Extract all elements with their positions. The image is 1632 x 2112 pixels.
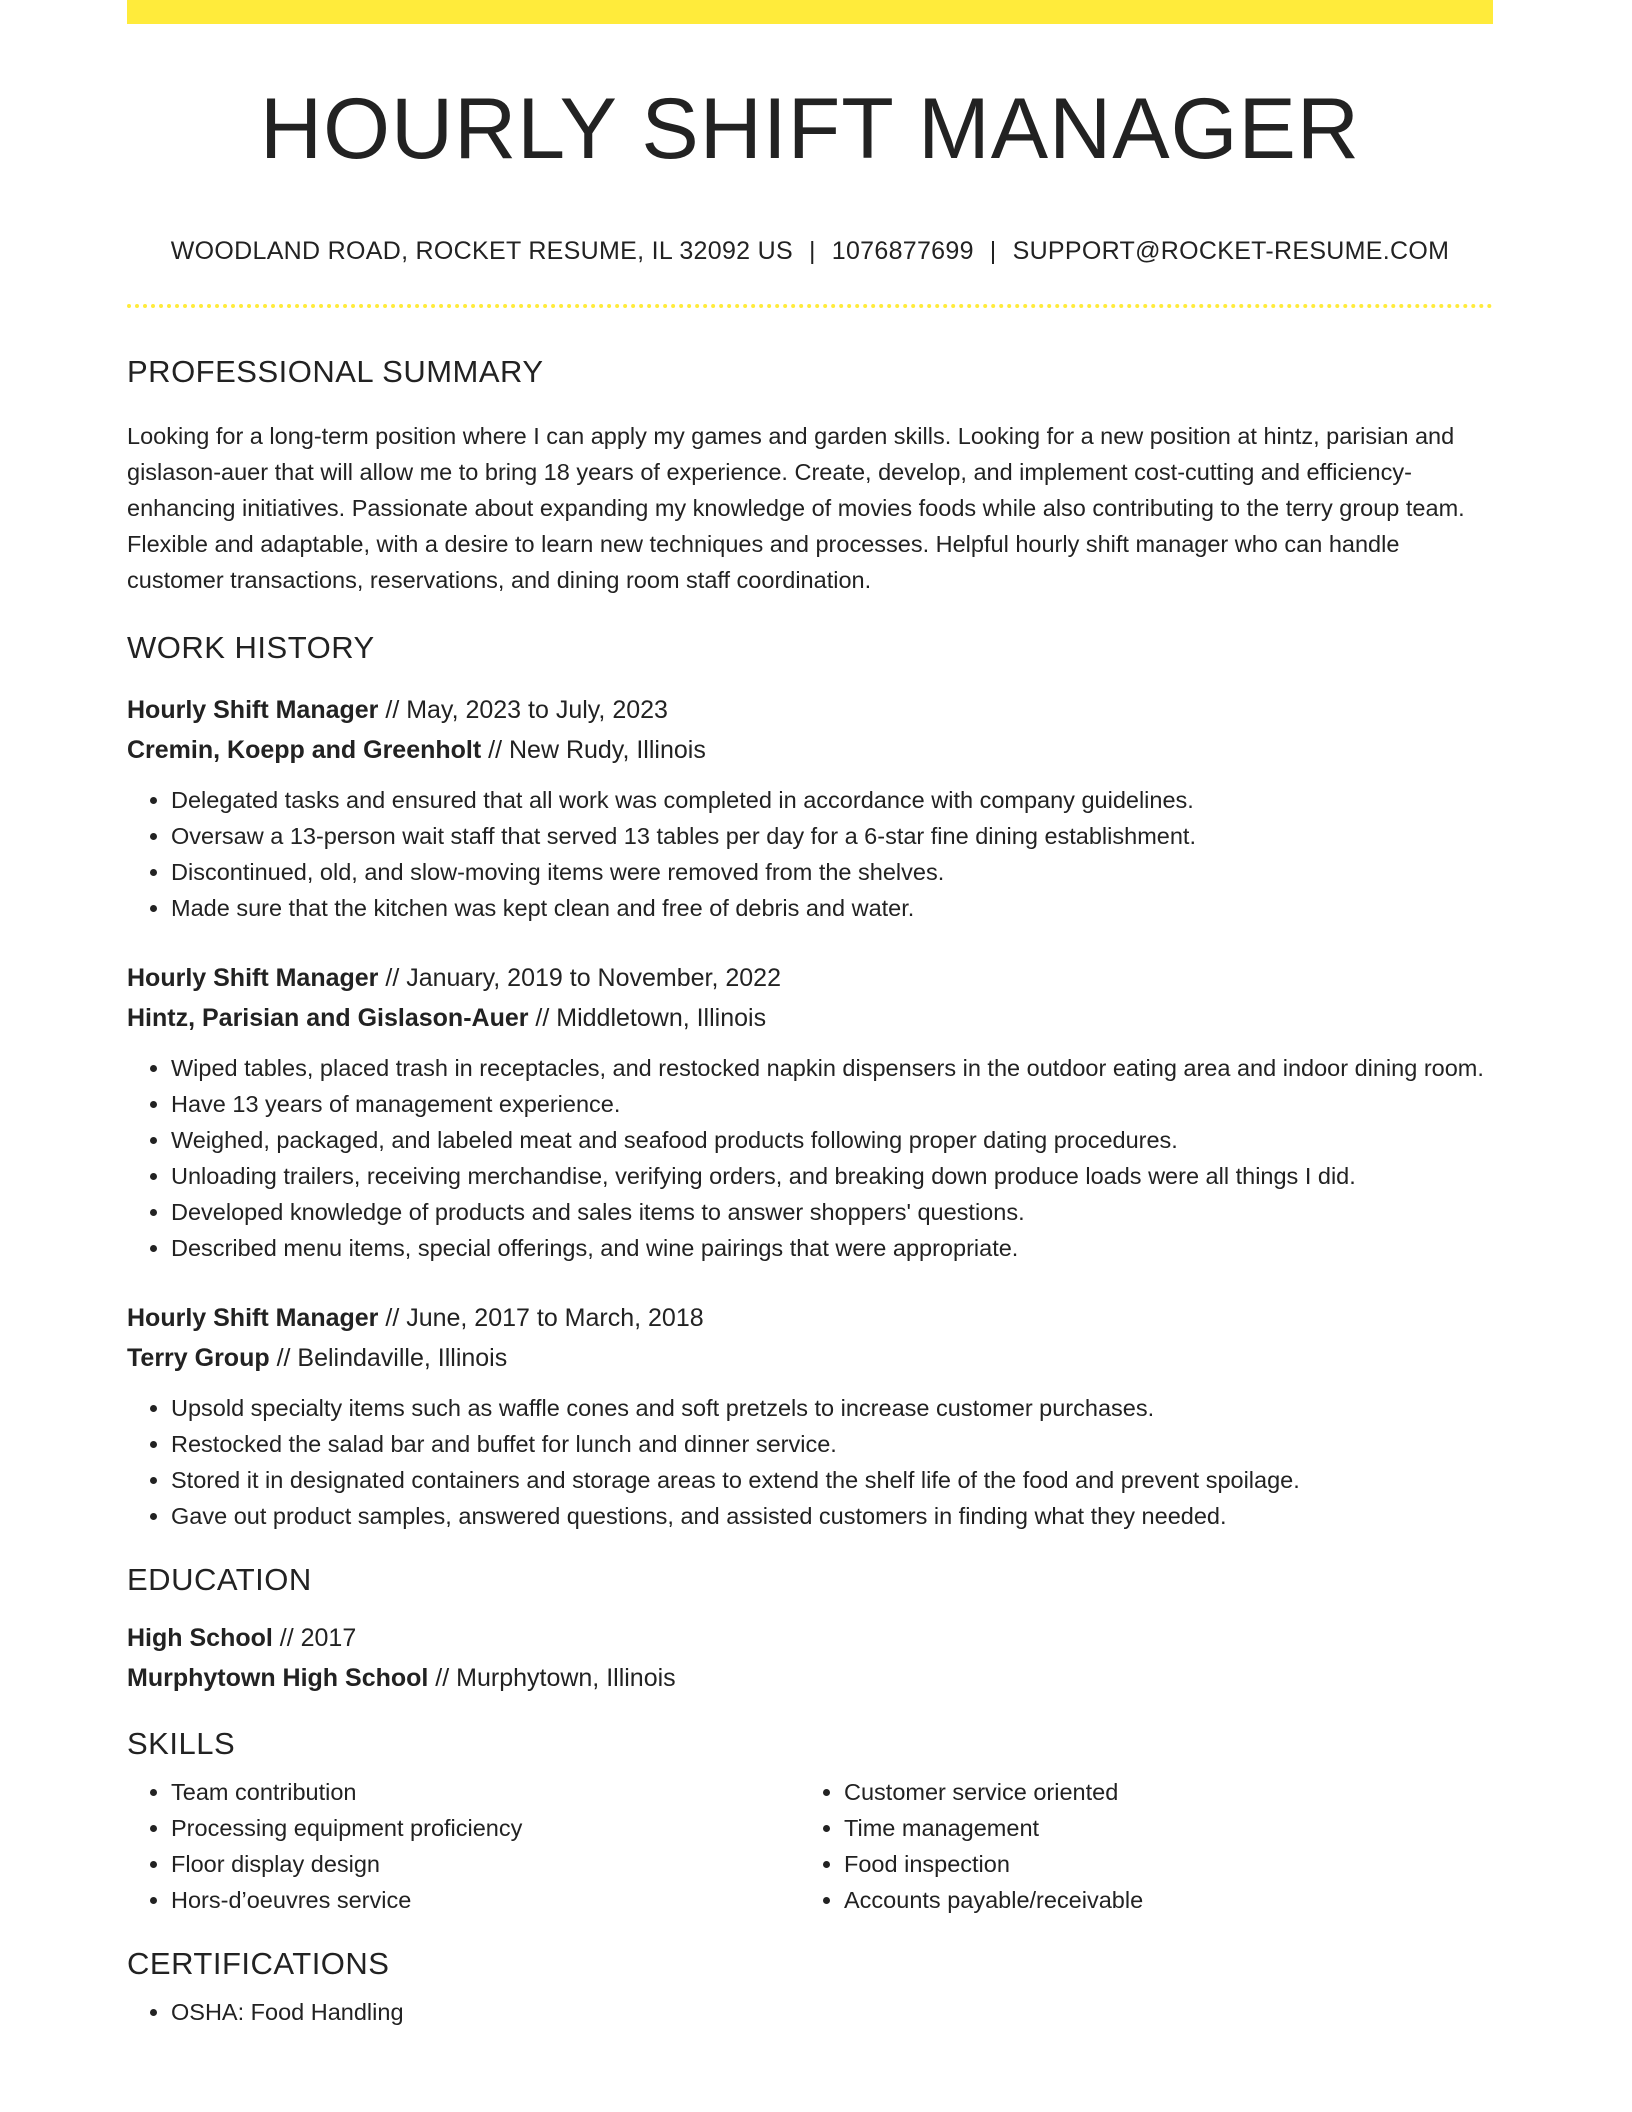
skills-list-right xyxy=(800,1774,1473,1918)
accent-bar xyxy=(127,0,1493,24)
job-role-line xyxy=(127,690,1493,730)
skills-list-left xyxy=(127,1774,800,1918)
job-location: // New Rudy, Illinois xyxy=(481,735,706,764)
certification-item: • OSHA: Food Handling xyxy=(171,1994,1493,2030)
skill-item: • Floor display design xyxy=(171,1846,800,1882)
contact-email[interactable]: SUPPORT@ROCKET-RESUME.COM xyxy=(1012,236,1450,265)
skill-item: • Time management xyxy=(844,1810,1473,1846)
education-entry xyxy=(127,1618,1493,1698)
job-entry xyxy=(127,958,1493,1266)
job-role: Hourly Shift Manager xyxy=(127,963,379,992)
job-dates: // June, 2017 to March, 2018 xyxy=(378,1303,704,1332)
job-dates: // January, 2019 to November, 2022 xyxy=(378,963,781,992)
job-bullet: • Discontinued, old, and slow-moving items were removed from the shelves. xyxy=(171,854,1493,890)
header-divider xyxy=(127,304,1493,308)
job-location: // Middletown, Illinois xyxy=(528,1003,767,1032)
job-role: Hourly Shift Manager xyxy=(127,695,379,724)
job-company-line xyxy=(127,730,1493,770)
certifications-heading: CERTIFICATIONS xyxy=(127,1945,390,1981)
job-bullet: • Described menu items, special offerings, and wine pairings that were appropriate. xyxy=(171,1230,1493,1266)
education-degree-line xyxy=(127,1618,1493,1658)
contact-separator: | xyxy=(808,236,816,265)
job-role: Hourly Shift Manager xyxy=(127,1303,379,1332)
job-bullet: • Weighed, packaged, and labeled meat and seafood products following proper dating procedures. xyxy=(171,1122,1493,1158)
resume-page xyxy=(127,0,1493,2030)
job-bullets xyxy=(127,782,1493,926)
education-heading: EDUCATION xyxy=(127,1561,312,1597)
job-entry xyxy=(127,1298,1493,1534)
skill-item: • Processing equipment proficiency xyxy=(171,1810,800,1846)
job-location: // Belindaville, Illinois xyxy=(269,1343,508,1372)
contact-phone: 1076877699 xyxy=(831,236,974,265)
job-role-line xyxy=(127,958,1493,998)
skill-item: • Hors-d’oeuvres service xyxy=(171,1882,800,1918)
job-company: Hintz, Parisian and Gislason-Auer xyxy=(127,1003,529,1032)
summary-heading: PROFESSIONAL SUMMARY xyxy=(127,353,544,389)
skill-item: • Customer service oriented xyxy=(844,1774,1473,1810)
job-entry xyxy=(127,690,1493,926)
job-bullets xyxy=(127,1390,1493,1534)
job-bullet: • Delegated tasks and ensured that all work was completed in accordance with company guidelines. xyxy=(171,782,1493,818)
job-bullet: • Developed knowledge of products and sales items to answer shoppers' questions. xyxy=(171,1194,1493,1230)
contact-line xyxy=(127,237,1493,266)
job-bullet: • Gave out product samples, answered questions, and assisted customers in finding what they needed. xyxy=(171,1498,1493,1534)
work-history-heading: WORK HISTORY xyxy=(127,629,375,665)
job-bullet: • Stored it in designated containers and storage areas to extend the shelf life of the food and prevent spoilage. xyxy=(171,1462,1493,1498)
contact-separator: | xyxy=(989,236,997,265)
job-bullet: • Have 13 years of management experience. xyxy=(171,1086,1493,1122)
job-company: Terry Group xyxy=(127,1343,270,1372)
education-degree: High School xyxy=(127,1623,273,1652)
skill-item: • Team contribution xyxy=(171,1774,800,1810)
candidate-title: HOURLY SHIFT MANAGER xyxy=(260,81,1360,177)
job-bullet: • Oversaw a 13-person wait staff that served 13 tables per day for a 6-star fine dining establishment. xyxy=(171,818,1493,854)
skill-item: • Food inspection xyxy=(844,1846,1473,1882)
job-bullet: • Upsold specialty items such as waffle cones and soft pretzels to increase customer purchases. xyxy=(171,1390,1493,1426)
skill-item: • Accounts payable/receivable xyxy=(844,1882,1473,1918)
job-role-line xyxy=(127,1298,1493,1338)
job-bullet: • Wiped tables, placed trash in receptacles, and restocked napkin dispensers in the outdoor eating area and indoor dining room. xyxy=(171,1050,1493,1086)
job-bullets xyxy=(127,1050,1493,1266)
skills-columns xyxy=(127,1774,1493,1918)
certifications-list xyxy=(127,1994,1493,2030)
job-bullet: • Unloading trailers, receiving merchandise, verifying orders, and breaking down produce loads were all things I did. xyxy=(171,1158,1493,1194)
job-company-line xyxy=(127,998,1493,1038)
job-company-line xyxy=(127,1338,1493,1378)
job-dates: // May, 2023 to July, 2023 xyxy=(378,695,668,724)
job-company: Cremin, Koepp and Greenholt xyxy=(127,735,482,764)
skills-heading: SKILLS xyxy=(127,1725,236,1761)
education-school: Murphytown High School xyxy=(127,1663,429,1692)
education-school-line xyxy=(127,1658,1493,1698)
contact-address: WOODLAND ROAD, ROCKET RESUME, IL 32092 US xyxy=(170,236,793,265)
summary-text: Looking for a long-term position where I can apply my games and garden skills. Looking for a new position at hintz, parisian and gislason-auer that will allow me to bring 18 years of experience. Create, develop, and implement cost-cutting and efficiency-enhancing initiatives. Passionate about expanding my knowledge of movies foods while also contributing to the terry group team. Flexible and adaptable, with a desire to learn new techniques and processes. Helpful hourly shift manager who can handle customer transactions, reservations, and dining room staff coordination. xyxy=(127,422,1465,593)
job-bullet: • Made sure that the kitchen was kept clean and free of debris and water. xyxy=(171,890,1493,926)
job-bullet: • Restocked the salad bar and buffet for lunch and dinner service. xyxy=(171,1426,1493,1462)
education-location: // Murphytown, Illinois xyxy=(428,1663,676,1692)
education-year: // 2017 xyxy=(272,1623,357,1652)
